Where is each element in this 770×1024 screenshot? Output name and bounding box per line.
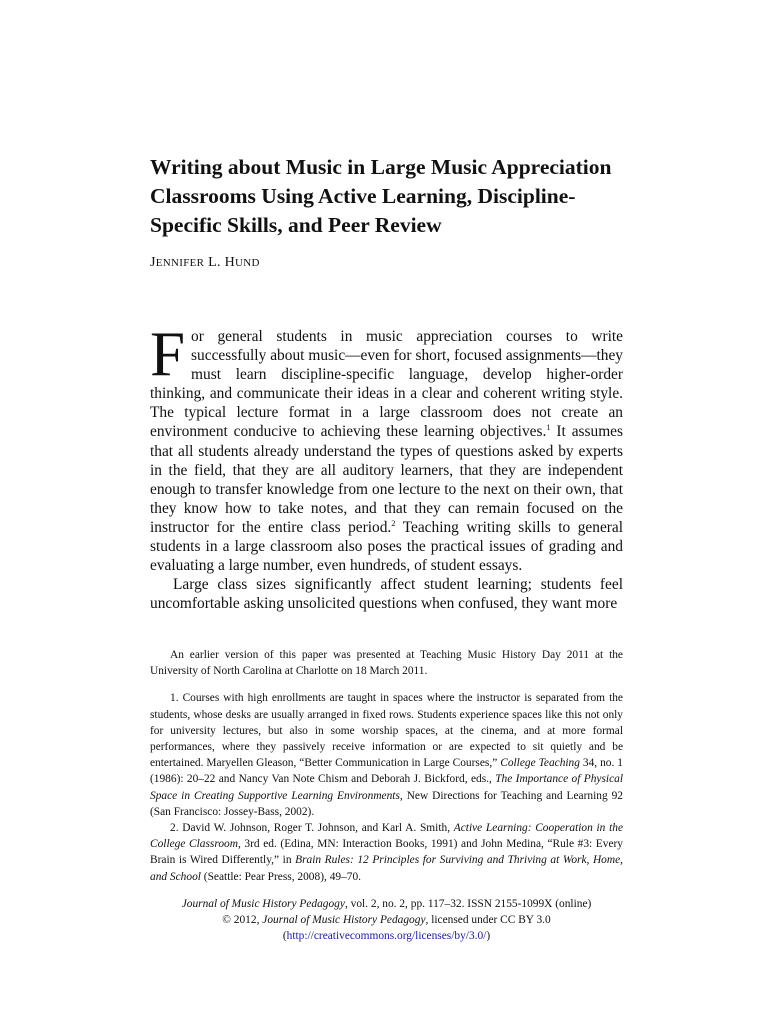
paragraph-1-text-2: It assumes that all students already understand the types of questions asked by experts in the field, that they are all auditory learners, that they are independent enough to transfer knowledge from one lecture to the next on their own, that they know how to take notes, and that they can remain focused on the instructor for the entire class period. xyxy=(150,423,623,536)
footnote-ref-1[interactable]: 1 xyxy=(546,422,551,433)
paragraph-1-text-3: Teaching writing skills to general students in a large classroom also poses the practical issues of grading and evaluating a large number, even hundreds, of student essays. xyxy=(150,518,624,575)
license-open-paren: ( xyxy=(282,930,287,943)
paragraph-1 xyxy=(150,319,624,575)
author-name xyxy=(150,255,260,271)
author-last-initial: H xyxy=(224,255,235,270)
author-middle: L. xyxy=(208,255,221,270)
footnote-2-text-3: (Seattle: Pear Press, 2008), 49–70. xyxy=(200,870,362,883)
footnotes xyxy=(150,647,623,885)
article-title: Writing about Music in Large Music Appreciation Classrooms Using Active Learning, Discipline-Specific Skills, and Peer Review xyxy=(150,155,612,237)
copyright-line xyxy=(150,912,623,928)
footnote-2-text: 2. David W. Johnson, Roger T. Johnson, and Karl A. Smith, xyxy=(170,822,454,835)
author-first-initial: J xyxy=(150,255,156,270)
paragraph-1-text: or general students in music appreciation courses to write successfully about music—even for short, focused assignments—they must learn discipline-specific language, develop higher-order thinking, and communicate their ideas in a clear and coherent writing style. The typical lecture format in a large classroom does not create an environment conducive to achieving these learning objectives. xyxy=(150,328,623,441)
license-line xyxy=(150,928,623,944)
journal-details: , vol. 2, no. 2, pp. 117–32. ISSN 2155-1099X (online) xyxy=(344,898,592,910)
footnote-2-title-2: Brain Rules: 12 Principles for Surviving and Thriving at Work, Home, and School xyxy=(150,854,623,883)
copyright-prefix: © 2012, xyxy=(222,914,263,927)
paragraph-2: Large class sizes significantly affect student learning; students feel uncomfortable asking unsolicited questions when confused, they want more xyxy=(150,576,623,613)
author-last-rest: UND xyxy=(235,257,260,269)
license-close-paren: ) xyxy=(486,930,491,943)
footnote-ref-2[interactable]: 2 xyxy=(391,517,396,528)
license-link[interactable]: http://creativecommons.org/licenses/by/3.0/ xyxy=(286,930,487,943)
footnote-2-text-2: , 3rd ed. (Edina, MN: Interaction Books, 1991) and John Medina, “Rule #3: Every Brain is Wired Differently,” in xyxy=(150,838,623,867)
footnote-1-text-2: 34, no. 1 (1986): 20–22 and Nancy Van Note Chism and Deborah J. Bickford, eds., xyxy=(150,757,624,786)
footnote-1-text: 1. Courses with high enrollments are taught in spaces where the instructor is separated from the students, whose desks are usually arranged in fixed rows. Students experience spaces like this not only for university lectures, but also in some worship spaces, at the cinema, and at more formal performances, where they passively receive information or are expected to sit quietly and be entertained. Maryellen Gleason, “Better Communication in Large Courses,” xyxy=(150,692,623,770)
copyright-journal-name: Journal of Music History Pedagogy xyxy=(262,914,426,927)
drop-cap: F xyxy=(150,319,186,389)
footnote-2 xyxy=(150,820,623,885)
footnote-1-title-2: The Importance of Physical Space in Creating Supportive Learning Environments xyxy=(150,773,623,802)
journal-citation xyxy=(150,896,623,945)
article-body xyxy=(150,319,624,613)
journal-details-line xyxy=(150,896,623,912)
footnote-1-title-1: College Teaching xyxy=(500,757,580,770)
footnote-1-text-3: , New Directions for Teaching and Learning 92 (San Francisco: Jossey-Bass, 2002). xyxy=(150,789,623,818)
journal-name: Journal of Music History Pedagogy xyxy=(181,898,345,910)
copyright-suffix: , licensed under CC BY 3.0 xyxy=(425,914,551,927)
footnote-unnumbered: An earlier version of this paper was presented at Teaching Music History Day 2011 at the University of North Carolina at Charlotte on 18 March 2011. xyxy=(150,649,623,678)
footnote-2-title-1: Active Learning: Cooperation in the College Classroom xyxy=(150,822,624,851)
footnote-1 xyxy=(150,690,623,820)
author-first-rest: ENNIFER xyxy=(155,257,205,269)
